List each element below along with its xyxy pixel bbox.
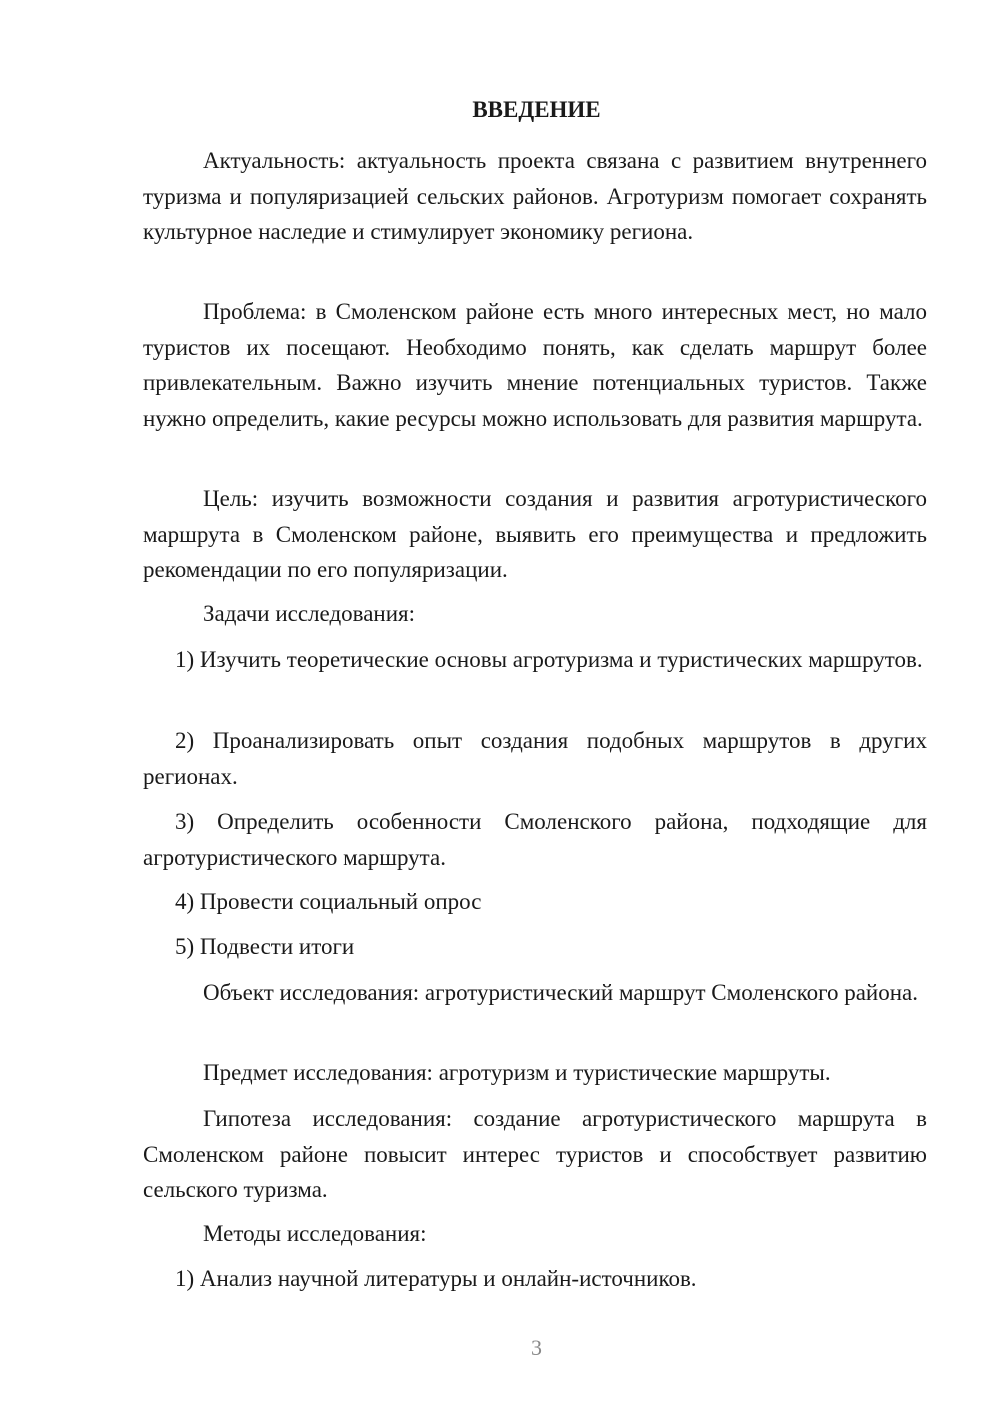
task-item-5: 5) Подвести итоги bbox=[175, 934, 355, 959]
page-title: ВВЕДЕНИЕ bbox=[472, 97, 601, 122]
paragraph-tasks-heading: Задачи исследования: bbox=[203, 601, 416, 626]
task-item-1: 1) Изучить теоретические основы агротуризма и туристических маршрутов. bbox=[175, 647, 923, 672]
paragraph-subject: Предмет исследования: агротуризм и туристические маршруты. bbox=[203, 1060, 831, 1085]
paragraph-methods-heading: Методы исследования: bbox=[203, 1221, 427, 1246]
task-item-2: 2) Проанализировать опыт создания подобных маршрутов в других регионах. bbox=[143, 728, 927, 789]
paragraph-goal: Цель: изучить возможности создания и развития агротуристического маршрута в Смоленском районе, выявить его преимущества и предложить рекомендации по его популяризации. bbox=[143, 486, 927, 582]
paragraph-hypothesis: Гипотеза исследования: создание агротуристического маршрута в Смоленском районе повысит интерес туристов и способствует развитию сельского туризма. bbox=[143, 1106, 927, 1202]
task-item-4: 4) Провести социальный опрос bbox=[175, 889, 482, 914]
task-item-3: 3) Определить особенности Смоленского района, подходящие для агротуристического маршрута. bbox=[143, 809, 927, 870]
method-item-1: 1) Анализ научной литературы и онлайн-источников. bbox=[175, 1266, 697, 1291]
paragraph-object: Объект исследования: агротуристический маршрут Смоленского района. bbox=[203, 980, 918, 1005]
paragraph-relevance: Актуальность: актуальность проекта связана с развитием внутреннего туризма и популяризацией сельских районов. Агротуризм помогает сохранять культурное наследие и стимулирует экономику региона. bbox=[143, 148, 927, 244]
page-number: 3 bbox=[531, 1335, 542, 1360]
paragraph-problem: Проблема: в Смоленском районе есть много интересных мест, но мало туристов их посещают. Необходимо понять, как сделать маршрут более привлекательным. Важно изучить мнение потенциальных туристов. Также нужно определить, какие ресурсы можно использовать для развития маршрута. bbox=[143, 299, 927, 431]
